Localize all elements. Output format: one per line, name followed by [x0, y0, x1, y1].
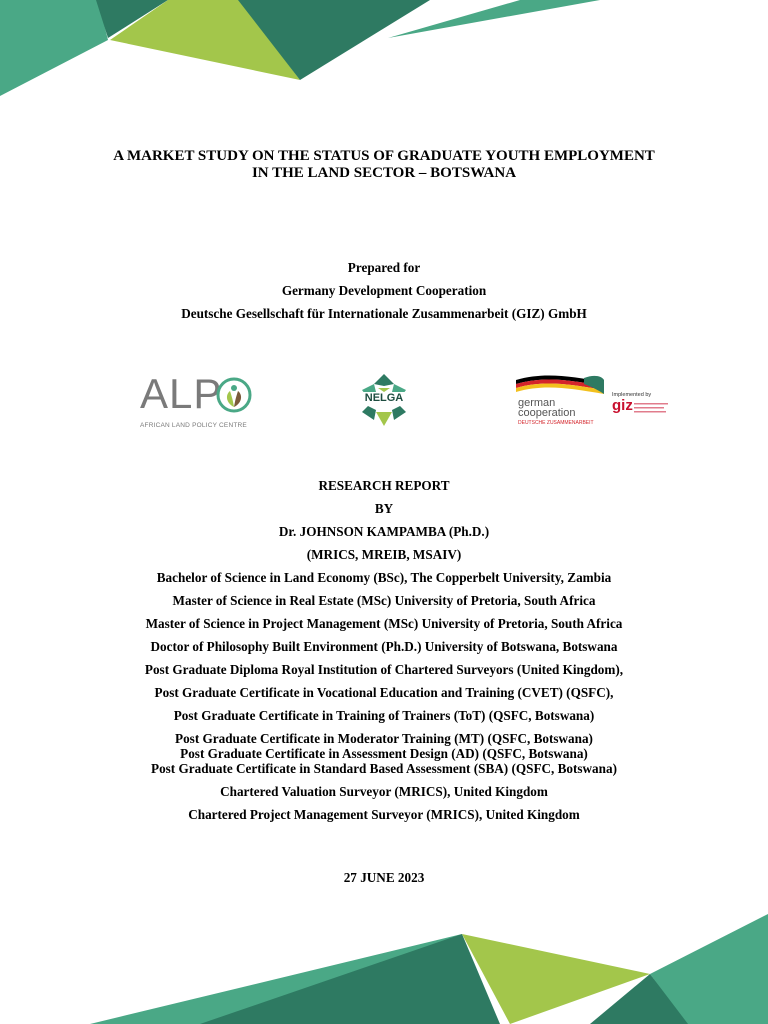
- alpc-leaf-icon: [216, 377, 252, 413]
- credential-line: Master of Science in Project Management (MSc) University of Pretoria, South Africa: [145, 616, 623, 631]
- nelga-logo: [356, 372, 412, 428]
- research-report-block: [0, 474, 768, 826]
- prepared-for-block: [0, 256, 768, 325]
- giz-logo-text: giz: [612, 397, 633, 414]
- report-date: 27 JUNE 2023: [343, 870, 425, 885]
- german-cooperation-word-1: german: [518, 397, 556, 409]
- author-post-nominals: (MRICS, MREIB, MSAIV): [306, 547, 462, 562]
- credential-line: Post Graduate Diploma Royal Institution of Chartered Surveyors (United Kingdom),: [144, 662, 624, 677]
- report-heading: RESEARCH REPORT: [318, 478, 450, 493]
- credential-line: Post Graduate Certificate in Standard Based Assessment (SBA) (QSFC, Botswana): [151, 761, 617, 776]
- credential-line: Post Graduate Certificate in Moderator Training (MT) (QSFC, Botswana): [175, 731, 593, 746]
- german-cooperation-flag-icon: [514, 372, 606, 398]
- nelga-logo-text: NELGA: [356, 392, 412, 405]
- german-cooperation-giz-logo: [512, 372, 672, 432]
- credential-line: Post Graduate Certificate in Vocational Education and Training (CVET) (QSFC),: [154, 685, 614, 700]
- alpc-logo: [140, 372, 252, 430]
- title-line-1: A MARKET STUDY ON THE STATUS OF GRADUATE YOUTH EMPLOYMENT: [113, 148, 655, 164]
- top-decoration: [0, 0, 768, 100]
- implemented-by-label: Implemented by: [612, 392, 652, 398]
- credential-line: Bachelor of Science in Land Economy (BSc), The Copperbelt University, Zambia: [156, 570, 612, 585]
- partner-logos: [0, 362, 768, 432]
- top-triangle-teal-left: [0, 0, 108, 96]
- credential-line: Post Graduate Certificate in Assessment Design (AD) (QSFC, Botswana): [180, 746, 588, 761]
- prepared-for-org-2: Deutsche Gesellschaft für Internationale Zusammenarbeit (GIZ) GmbH: [181, 306, 587, 321]
- alpc-logo-text: ALP: [140, 370, 223, 417]
- prepared-for-label: Prepared for: [347, 260, 421, 275]
- prepared-for-org-1: Germany Development Cooperation: [281, 283, 487, 298]
- credential-line: Post Graduate Certificate in Training of Trainers (ToT) (QSFC, Botswana): [173, 708, 595, 723]
- author-name: Dr. JOHNSON KAMPAMBA (Ph.D.): [278, 524, 490, 539]
- bottom-triangle-dark-center: [200, 934, 500, 1024]
- document-title: [0, 148, 768, 182]
- german-cooperation-sub: DEUTSCHE ZUSAMMENARBEIT: [518, 420, 594, 426]
- title-line-2: IN THE LAND SECTOR – BOTSWANA: [251, 165, 517, 181]
- giz-descriptor-lines: [634, 402, 670, 416]
- credential-line: Doctor of Philosophy Built Environment (Ph.D.) University of Botswana, Botswana: [150, 639, 618, 654]
- credential-line: Chartered Valuation Surveyor (MRICS), United Kingdom: [220, 784, 548, 799]
- alpc-logo-subtitle: AFRICAN LAND POLICY CENTRE: [140, 422, 247, 429]
- credential-line: Chartered Project Management Surveyor (MRICS), United Kingdom: [188, 807, 580, 822]
- report-by: BY: [374, 501, 394, 516]
- german-cooperation-word-2: cooperation: [518, 407, 576, 419]
- credential-line: Master of Science in Real Estate (MSc) University of Pretoria, South Africa: [172, 593, 596, 608]
- bottom-decoration: [0, 914, 768, 1024]
